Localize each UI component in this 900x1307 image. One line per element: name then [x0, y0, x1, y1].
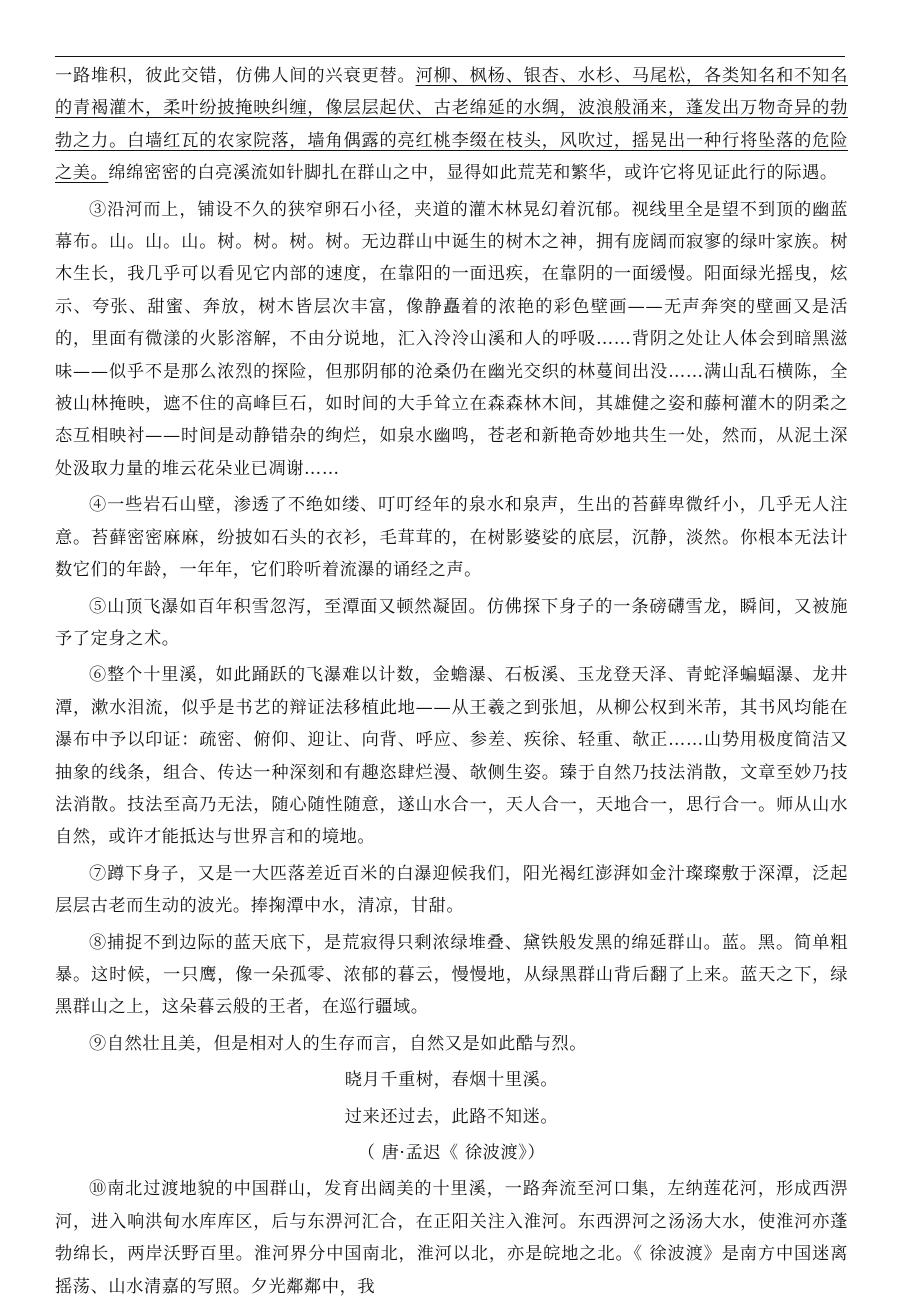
paragraph-9: ⑨自然壮且美，但是相对人的生存而言，自然又是如此酷与烈。	[89, 1033, 588, 1054]
paragraph-text: 绵绵密密的白亮溪流如针脚扎在群山之中，显得如此荒芜和繁华，或许它将见证此行的际遇。	[108, 163, 838, 184]
paragraph-8: ⑧捕捉不到边际的蓝天底下，是荒寂得只剩浓绿堆叠、黛铁般发黑的绵延群山。蓝。黑。简单粗暴。这时候，一只鹰，像一朵孤零、浓郁的暮云，慢慢地，从绿黑群山背后翻了上来。蓝天之下，绿黑群山之上，这朵暮云般的王者，在巡行疆域。	[55, 932, 848, 1018]
paragraph-7: ⑦蹲下身子，又是一大匹落差近百米的白瀑迎候我们，阳光褐红澎湃如金汁璨璨敷于深潭，泛起层层古老而生动的波光。捧掬潭中水，清凉，甘甜。	[55, 863, 848, 917]
poem-line: 晓月千重树，春烟十里溪。	[344, 1070, 559, 1091]
paragraph-3: ③沿河而上，铺设不久的狭窄卵石小径，夹道的灌木林晃幻着沉郁。视线里全是望不到顶的幽蓝幕布。山。山。山。树。树。树。树。无边群山中诞生的树木之神，拥有庞阔而寂寥的绿叶家族。树木生长，我几乎可以看见它内部的速度，在靠阳的一面迅疾，在靠阴的一面缓慢。阳面绿光摇曳，炫示、夸张、甜蜜、奔放，树木皆层次丰富，像静矗着的浓艳的彩色壁画——无声奔突的壁画又是活的，里面有微漾的火影溶解，不由分说地，汇入泠泠山溪和人的呼吸……背阴之处让人体会到暗黑滋味——似乎不是那么浓烈的探险，但那阴郁的沧桑仍在幽光交织的林蔓间出没……满山乱石横陈，全被山林掩映，遮不住的高峰巨石，如时间的大手耸立在森森林木间，其雄健之姿和藤柯灌木的阴柔之态互相映衬——时间是动静错杂的绚烂，如泉水幽鸣，苍老和新艳奇妙地共生一处，然而，从泥土深处汲取力量的堆云花朵业已凋谢……	[55, 199, 848, 479]
poem-line: 过来还过去，此路不知迷。	[344, 1106, 559, 1127]
paragraph-5: ⑤山顶飞瀑如百年积雪忽泻，至潭面又顿然凝固。仿佛探下身子的一条磅礴雪龙，瞬间，又被施予了定身之术。	[55, 596, 848, 649]
header-rule	[55, 56, 845, 57]
paragraph-4: ④一些岩石山壁，渗透了不绝如缕、叮叮经年的泉水和泉声，生出的苔藓卑微纤小，几乎无人注意。苔藓密密麻麻，纷披如石头的衣衫，毛茸茸的，在树影婆娑的底层，沉静，淡然。你根本无法计数它们的年龄，一年年，它们聆听着流瀑的诵经之声。	[55, 495, 848, 581]
paragraph-continuation	[55, 60, 848, 190]
article-body	[55, 60, 848, 1307]
paragraph-10: ⑩南北过渡地貌的中国群山，发育出阔美的十里溪，一路奔流至河口集，左纳莲花河，形成西淠河，进入响洪甸水库库区，后与东淠河汇合，在正阳关注入淮河。东西淠河之汤汤大水，使淮河亦蓬勃绵长，两岸沃野百里。淮河界分中国南北，淮河以北，亦是皖地之北。《 徐波渡》是南方中国迷离摇荡、山水清嘉的写照。夕光鄰鄰中，我	[55, 1179, 848, 1297]
underlined-passage: 河柳、枫杨、银杏、水杉、马尾松，各类知名和不知名的青褐灌木，柔叶纷披掩映纠缠，像层层起伏、古老绵延的水绸，波浪般涌来，蓬发出万物奇异的勃勃之力。白墙红瓦的农家院落，墙角偶露的亮红桃李缀在枝头，风吹过，摇晃出一种行将坠落的危险之美。	[55, 66, 848, 184]
paragraph-text: 一路堆积，彼此交错，仿佛人间的兴衰更替。	[55, 66, 416, 86]
poem-citation: （ 唐·孟迟《 徐波渡》）	[357, 1143, 546, 1163]
paragraph-6: ⑥整个十里溪，如此踊跃的飞瀑难以计数，金蟾瀑、石板溪、玉龙登天泽、青蛇泽蝙蝠瀑、龙井潭，漱水泪流，似乎是书艺的辩证法移植此地——从王羲之到张旭，从柳公权到米芾，其书风均能在瀑布中予以印证：疏密、俯仰、迎让、向背、呼应、参差、疾徐、轻重、欹正……山势用极度简洁又抽象的线条，组合、传达一种深刻和有趣恣肆烂漫、欹侧生姿。臻于自然乃技法消散，文章至妙乃技法消散。技法至高乃无法，随心随性随意，遂山水合一，天人合一，天地合一，思行合一。师从山水自然，或许才能抵达与世界言和的境地。	[55, 665, 848, 848]
